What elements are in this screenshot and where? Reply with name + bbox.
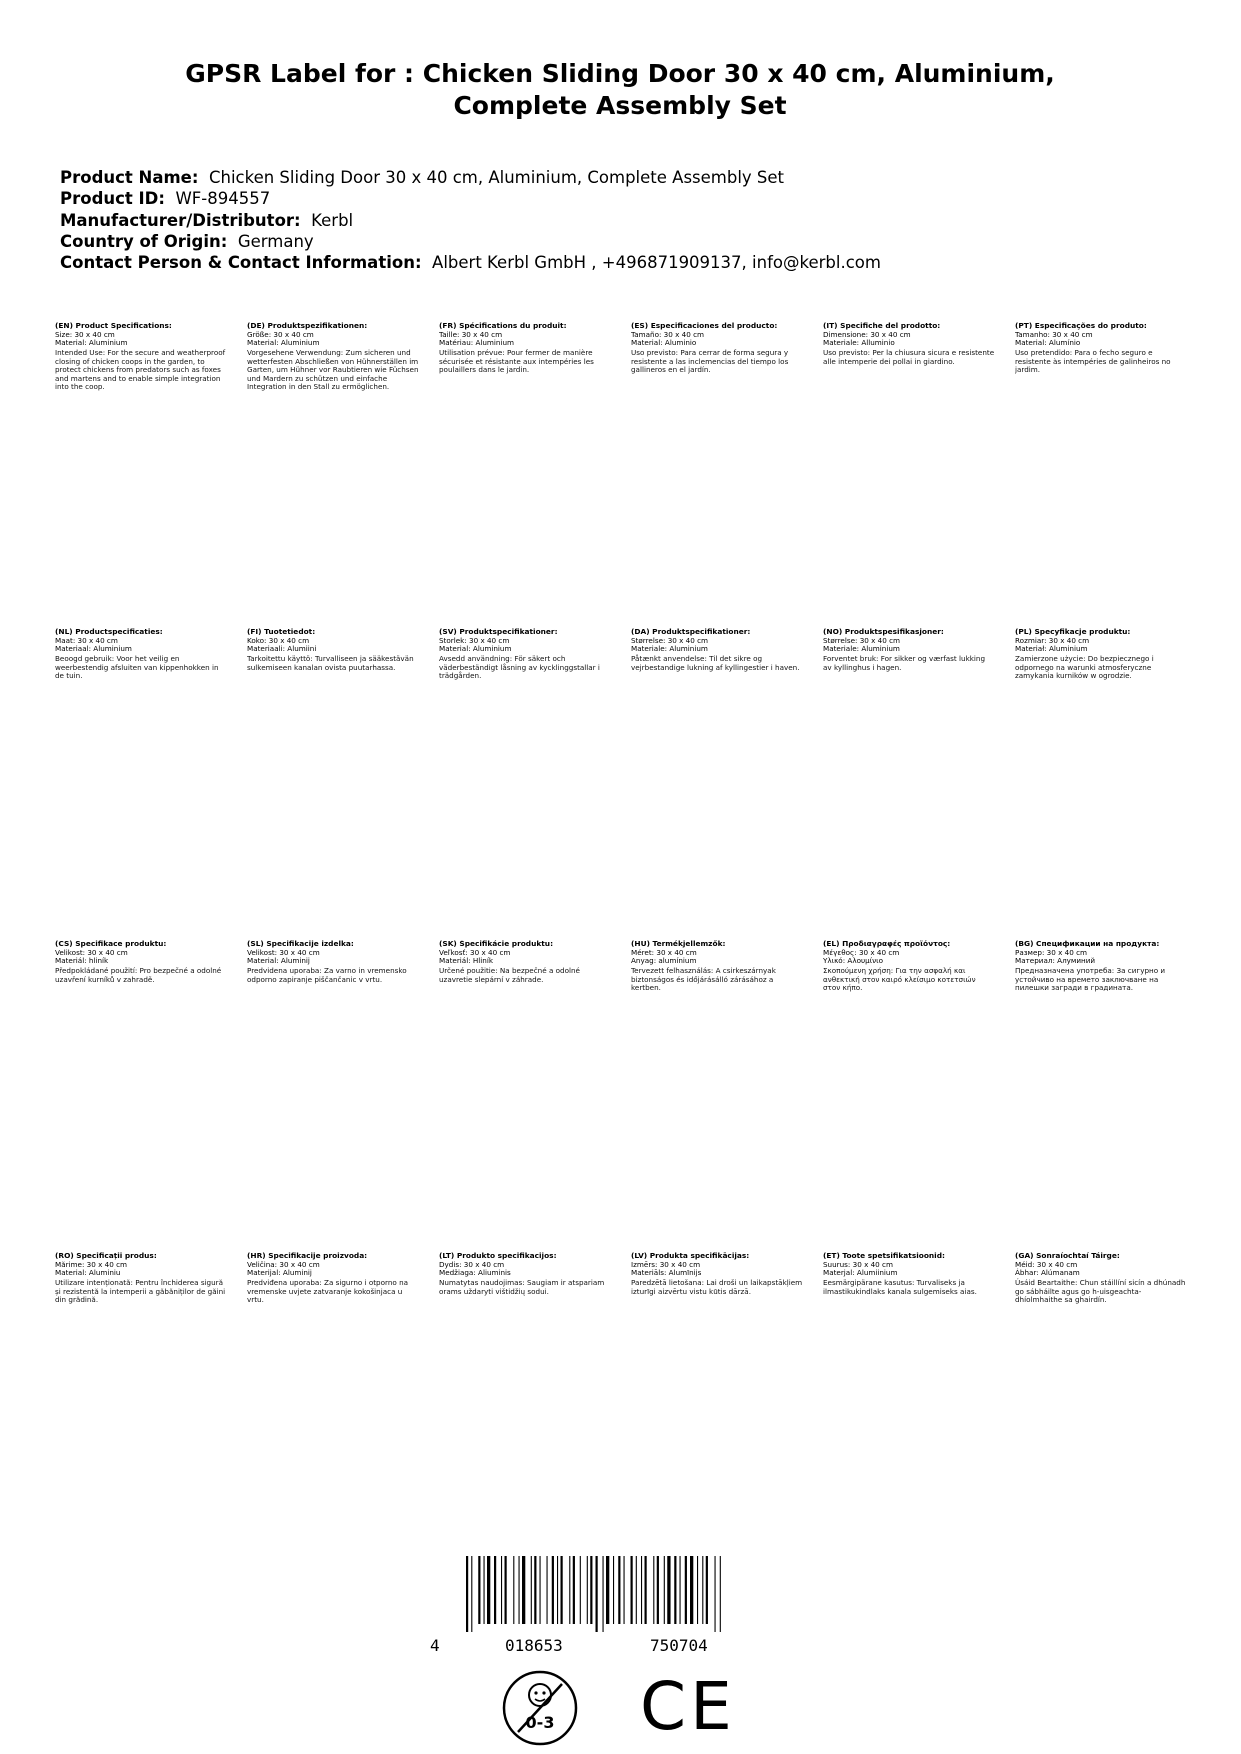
product-name-value: Chicken Sliding Door 30 x 40 cm, Aluminium, Complete Assembly Set bbox=[208, 168, 785, 187]
spec-size: Veľkosť: 30 x 40 cm bbox=[439, 947, 511, 957]
barcode-bar bbox=[484, 1556, 485, 1624]
spec-material: Materiaali: Alumiini bbox=[247, 644, 317, 653]
spec-heading: (PL) Specyfikacje produktu: bbox=[1015, 628, 1131, 636]
spec-material: Material: Aluminium bbox=[439, 644, 512, 653]
spec-size: Méid: 30 x 40 cm bbox=[1015, 1259, 1078, 1269]
barcode-bar bbox=[653, 1556, 654, 1624]
spec-material: Anyag: alumínium bbox=[631, 956, 697, 965]
spec-material: Material: Aluminium bbox=[247, 338, 320, 347]
spec-material: Material: Aluminium bbox=[55, 338, 128, 347]
barcode-bar bbox=[685, 1556, 687, 1624]
spec-heading: (EL) Προδιαγραφές προϊόντος: bbox=[823, 940, 951, 948]
spec-block bbox=[247, 1252, 419, 1305]
barcode-left-group: 018653 bbox=[505, 1636, 563, 1655]
spec-text: Predviđena uporaba: Za sigurno i otporno na vremenske uvjete zatvaranje kokošinjaca u vrtu. bbox=[247, 1278, 409, 1305]
contact-row bbox=[60, 252, 1200, 273]
spec-block bbox=[439, 628, 611, 681]
product-name-row bbox=[60, 167, 1200, 188]
spec-heading: (BG) Спецификации на продукта: bbox=[1015, 940, 1160, 948]
barcode-bar bbox=[487, 1556, 490, 1624]
spec-heading: (GA) Sonraíochtaí Táirge: bbox=[1015, 1252, 1120, 1260]
spec-size: Størrelse: 30 x 40 cm bbox=[823, 635, 901, 645]
barcode-bar bbox=[557, 1556, 558, 1624]
spec-heading: (FI) Tuotetiedot: bbox=[247, 628, 316, 636]
spec-material: Materiale: Alluminio bbox=[823, 338, 895, 347]
spec-size: Velikost: 30 x 40 cm bbox=[247, 947, 320, 957]
spec-size: Izmērs: 30 x 40 cm bbox=[631, 1259, 701, 1269]
spec-material: Material: Aluminio bbox=[631, 338, 697, 347]
barcode-bar bbox=[715, 1556, 716, 1632]
barcode-bar bbox=[645, 1556, 647, 1624]
spec-size: Size: 30 x 40 cm bbox=[55, 329, 115, 339]
spec-size: Suurus: 30 x 40 cm bbox=[823, 1259, 893, 1269]
spec-text: Predvidena uporaba: Za varno in vremensko odporno zapiranje piščančanic v vrtu. bbox=[247, 966, 407, 984]
spec-text: Предназначена употреба: За сигурно и устойчиво на времето заключване на пилешки загради в градината. bbox=[1015, 966, 1166, 993]
barcode-bar bbox=[702, 1556, 703, 1624]
spec-material: Material: Aluminiu bbox=[55, 1268, 121, 1277]
spec-heading: (ES) Especificaciones del producto: bbox=[631, 322, 778, 330]
barcode-bar bbox=[561, 1556, 563, 1624]
spec-block bbox=[247, 322, 419, 391]
spec-size: Méret: 30 x 40 cm bbox=[631, 947, 697, 957]
barcode-bar bbox=[522, 1556, 525, 1624]
spec-block bbox=[55, 1252, 227, 1305]
barcode-bar bbox=[580, 1556, 581, 1624]
title-line-2: Complete Assembly Set bbox=[453, 91, 787, 120]
barcode-bar bbox=[603, 1556, 604, 1632]
country-row bbox=[60, 231, 1200, 252]
spec-material: Materjal: Alumiinium bbox=[823, 1268, 898, 1277]
product-name-label: Product Name: bbox=[60, 168, 199, 187]
spec-heading: (HR) Specifikacije proizvoda: bbox=[247, 1252, 368, 1260]
spec-size: Dydis: 30 x 40 cm bbox=[439, 1259, 505, 1269]
spec-block bbox=[823, 322, 995, 366]
spec-block bbox=[823, 1252, 995, 1296]
barcode-bar bbox=[624, 1556, 625, 1624]
spec-block bbox=[247, 628, 419, 672]
spec-heading: (SV) Produktspecifikationer: bbox=[439, 628, 558, 636]
spec-size: Maat: 30 x 40 cm bbox=[55, 635, 118, 645]
barcode-bar bbox=[657, 1556, 659, 1624]
barcode-bar bbox=[590, 1556, 592, 1624]
spec-material: Materiál: hliník bbox=[55, 956, 109, 965]
spec-block bbox=[631, 322, 803, 375]
barcode-bar bbox=[552, 1556, 554, 1624]
age-warning-text: 0-3 bbox=[525, 1713, 555, 1732]
spec-heading: (RO) Specificații produs: bbox=[55, 1252, 157, 1260]
barcode-bar bbox=[587, 1556, 588, 1624]
spec-text: Tervezett felhasználás: A csirkeszárnyak biztonságos és időjárásálló zárásához a kertben. bbox=[631, 966, 776, 993]
barcode-bar bbox=[674, 1556, 676, 1624]
spec-text: Σκοπούμενη χρήση: Για την ασφαλή και ανθεκτική στον καιρό κλείσιμο κοτετσιών στον κήπο. bbox=[823, 966, 976, 993]
page-title bbox=[120, 58, 1120, 122]
spec-block bbox=[55, 940, 227, 984]
spec-heading: (CS) Specifikace produktu: bbox=[55, 940, 167, 948]
spec-size: Storlek: 30 x 40 cm bbox=[439, 635, 510, 645]
spec-text: Předpokládané použití: Pro bezpečné a odolné uzavření kurníků v zahradě. bbox=[55, 966, 222, 984]
spec-heading: (IT) Specifiche del prodotto: bbox=[823, 322, 941, 330]
country-label: Country of Origin: bbox=[60, 231, 228, 251]
spec-material: Υλικό: Αλουμίνιο bbox=[823, 956, 883, 965]
ean-barcode bbox=[430, 1556, 810, 1664]
spec-block bbox=[439, 322, 611, 375]
barcode-bar bbox=[667, 1556, 670, 1624]
barcode-bar bbox=[690, 1556, 693, 1624]
spec-material: Material: Alumínio bbox=[1015, 338, 1081, 347]
ce-mark-icon: CE bbox=[640, 1668, 736, 1745]
spec-block bbox=[439, 940, 611, 984]
spec-heading: (ET) Toote spetsifikatsioonid: bbox=[823, 1252, 945, 1260]
spec-material: Materiāls: Alumīnijs bbox=[631, 1268, 702, 1277]
spec-block bbox=[55, 628, 227, 681]
title-line-1: GPSR Label for : Chicken Sliding Door 30 x 40 cm, Aluminium, bbox=[185, 59, 1055, 88]
spec-block bbox=[1015, 628, 1187, 681]
barcode-bar bbox=[513, 1556, 514, 1624]
spec-heading: (LT) Produkto specifikacijos: bbox=[439, 1252, 557, 1260]
spec-block bbox=[1015, 322, 1187, 375]
spec-size: Dimensione: 30 x 40 cm bbox=[823, 329, 911, 339]
spec-size: Größe: 30 x 40 cm bbox=[247, 329, 314, 339]
spec-block bbox=[823, 628, 995, 672]
product-id-value: WF-894557 bbox=[175, 189, 271, 209]
spec-block bbox=[439, 1252, 611, 1296]
spec-text: Utilizare intenționată: Pentru închiderea sigură și rezistentă la intemperii a găbăniților de găini din grădină. bbox=[55, 1278, 226, 1305]
spec-block bbox=[1015, 940, 1187, 993]
spec-text: Uso pretendido: Para o fecho seguro e resistente às intempéries de galinheiros no jardim. bbox=[1015, 348, 1171, 375]
spec-heading: (NO) Produktspesifikasjoner: bbox=[823, 628, 944, 636]
spec-material: Material: Aluminij bbox=[247, 956, 310, 965]
spec-text: Zamierzone użycie: Do bezpiecznego i odpornego na warunki atmosferyczne zamykania kurników w ogrodzie. bbox=[1015, 654, 1154, 681]
barcode-bar bbox=[478, 1556, 480, 1624]
spec-block bbox=[631, 628, 803, 672]
spec-block bbox=[1015, 1252, 1187, 1305]
spec-heading: (HU) Termékjellemzők: bbox=[631, 940, 726, 948]
spec-size: Velikost: 30 x 40 cm bbox=[55, 947, 128, 957]
barcode-bar bbox=[636, 1556, 637, 1624]
spec-size: Størrelse: 30 x 40 cm bbox=[631, 635, 709, 645]
spec-text: Utilisation prévue: Pour fermer de manière sécurisée et résistante aux intempéries les poulaillers dans le jardin. bbox=[439, 348, 594, 375]
product-header bbox=[60, 167, 1200, 273]
spec-text: Uso previsto: Para cerrar de forma segura y resistente a las inclemencias del tiempo los gallineros en el jardín. bbox=[631, 348, 789, 375]
spec-heading: (DE) Produktspezifikationen: bbox=[247, 322, 368, 330]
spec-material: Материал: Алуминий bbox=[1015, 956, 1096, 965]
barcode-bar bbox=[501, 1556, 502, 1624]
spec-text: Beoogd gebruik: Voor het veilig en weerbestendig afsluiten van kippenhokken in de tuin. bbox=[55, 654, 219, 681]
spec-material: Medžiaga: Aliuminis bbox=[439, 1268, 511, 1277]
spec-heading: (SL) Specifikacije izdelka: bbox=[247, 940, 354, 948]
compliance-marks bbox=[500, 1668, 760, 1748]
spec-size: Taille: 30 x 40 cm bbox=[439, 329, 503, 339]
product-id-label: Product ID: bbox=[60, 189, 165, 209]
product-id-row bbox=[60, 188, 1200, 209]
spec-heading: (EN) Product Specifications: bbox=[55, 322, 172, 330]
spec-text: Vorgesehene Verwendung: Zum sicheren und wetterfesten Abschließen von Hühnerställen im Garten, um Hühner vor Raubtieren wie Füchsen und Mardern zu schützen und einfache Integration in den Stall zu ermöglichen. bbox=[247, 348, 419, 392]
spec-material: Materijal: Aluminij bbox=[247, 1268, 312, 1277]
spec-text: Påtænkt anvendelse: Til det sikre og vejrbestandige lukning af kyllingestier i haven. bbox=[631, 654, 800, 672]
barcode-bar bbox=[680, 1556, 681, 1624]
contact-value: Albert Kerbl GmbH , +496871909137, info@kerbl.com bbox=[432, 253, 881, 273]
spec-size: Tamanho: 30 x 40 cm bbox=[1015, 329, 1093, 339]
spec-text: Paredzētā lietošana: Lai droši un laikapstākļiem izturīgi aizvērtu vistu kūtis dārzā. bbox=[631, 1278, 803, 1296]
spec-text: Forventet bruk: For sikker og værfast lukking av kyllinghus i hagen. bbox=[823, 654, 986, 672]
barcode-bar bbox=[641, 1556, 642, 1624]
spec-heading: (LV) Produkta specifikācijas: bbox=[631, 1252, 750, 1260]
barcode-bar bbox=[631, 1556, 633, 1624]
spec-block bbox=[247, 940, 419, 984]
spec-material: Matériau: Aluminium bbox=[439, 338, 515, 347]
spec-text: Eesmärgipärane kasutus: Turvaliseks ja ilmastikukindlaks kanala sulgemiseks aias. bbox=[823, 1278, 977, 1296]
spec-material: Materiaal: Aluminium bbox=[55, 644, 132, 653]
manufacturer-label: Manufacturer/Distributor: bbox=[60, 210, 301, 230]
spec-block bbox=[631, 1252, 803, 1296]
spec-heading: (SK) Špecifikácie produktu: bbox=[439, 940, 554, 948]
spec-text: Intended Use: For the secure and weatherproof closing of chicken coops in the garden, to protect chickens from predators such as foxes and martens and to enable simple integration into the coop. bbox=[55, 348, 226, 392]
barcode-lead-digit: 4 bbox=[430, 1636, 440, 1655]
barcode-bar bbox=[471, 1556, 472, 1632]
barcode-bar bbox=[613, 1556, 614, 1624]
contact-label: Contact Person & Contact Information: bbox=[60, 253, 422, 273]
manufacturer-value: Kerbl bbox=[311, 210, 354, 230]
spec-size: Tamaño: 30 x 40 cm bbox=[631, 329, 705, 339]
age-warning-icon bbox=[500, 1668, 580, 1748]
country-value: Germany bbox=[237, 231, 314, 251]
barcode-bar bbox=[697, 1556, 698, 1624]
spec-heading: (FR) Spécifications du produit: bbox=[439, 322, 567, 330]
spec-material: Materiale: Aluminium bbox=[631, 644, 708, 653]
spec-heading: (NL) Productspecificaties: bbox=[55, 628, 163, 636]
manufacturer-row bbox=[60, 210, 1200, 231]
spec-size: Rozmiar: 30 x 40 cm bbox=[1015, 635, 1090, 645]
barcode-bar bbox=[466, 1556, 468, 1632]
barcode-bar bbox=[540, 1556, 541, 1624]
barcode-bar bbox=[534, 1556, 536, 1624]
spec-material: Materiál: Hliník bbox=[439, 956, 494, 965]
spec-size: Koko: 30 x 40 cm bbox=[247, 635, 310, 645]
barcode-bar bbox=[505, 1556, 507, 1624]
spec-block bbox=[631, 940, 803, 993]
barcode-bars bbox=[460, 1556, 790, 1632]
spec-material: Materiał: Aluminium bbox=[1015, 644, 1088, 653]
barcode-bar bbox=[569, 1556, 570, 1624]
barcode-bar bbox=[519, 1556, 520, 1624]
barcode-bar bbox=[664, 1556, 665, 1624]
spec-material: Ábhar: Alúmanam bbox=[1015, 1268, 1080, 1277]
spec-text: Avsedd användning: För säkert och väderbeständigt låsning av kycklinggstallar i trädgården. bbox=[439, 654, 600, 681]
spec-size: Mărime: 30 x 40 cm bbox=[55, 1259, 128, 1269]
spec-heading: (PT) Especificações do produto: bbox=[1015, 322, 1147, 330]
spec-text: Určené použitie: Na bezpečné a odolné uzavretie slepární v záhrade. bbox=[439, 966, 580, 984]
spec-block bbox=[55, 322, 227, 391]
spec-block bbox=[823, 940, 995, 993]
barcode-right-group: 750704 bbox=[650, 1636, 708, 1655]
spec-size: Размер: 30 x 40 cm bbox=[1015, 947, 1088, 957]
barcode-bar bbox=[720, 1556, 721, 1632]
barcode-bar bbox=[596, 1556, 598, 1632]
barcode-bar bbox=[494, 1556, 496, 1624]
spec-text: Tarkoitettu käyttö: Turvalliseen ja sääkestävän sulkemiseen kanalan ovista puutarhassa. bbox=[247, 654, 414, 672]
spec-text: Numatytas naudojimas: Saugiam ir atspariam orams uždaryti vištidžių sodui. bbox=[439, 1278, 605, 1296]
spec-text: Uso previsto: Per la chiusura sicura e resistente alle intemperie dei pollai in giardino. bbox=[823, 348, 995, 366]
spec-heading: (DA) Produktspecifikationer: bbox=[631, 628, 751, 636]
barcode-bar bbox=[547, 1556, 548, 1624]
barcode-bar bbox=[606, 1556, 609, 1624]
spec-material: Materiale: Aluminium bbox=[823, 644, 900, 653]
barcode-bar bbox=[706, 1556, 708, 1624]
barcode-bar bbox=[531, 1556, 532, 1624]
spec-text: Úsáid Beartaithe: Chun stáillíní sicín a dhúnadh go sábháilte agus go h-uisgeachta-dhíolmhaithe sa ghairdín. bbox=[1015, 1278, 1186, 1305]
spec-size: Μέγεθος: 30 x 40 cm bbox=[823, 947, 900, 957]
spec-size: Veličina: 30 x 40 cm bbox=[247, 1259, 320, 1269]
barcode-bar bbox=[618, 1556, 620, 1624]
barcode-bar bbox=[573, 1556, 575, 1624]
